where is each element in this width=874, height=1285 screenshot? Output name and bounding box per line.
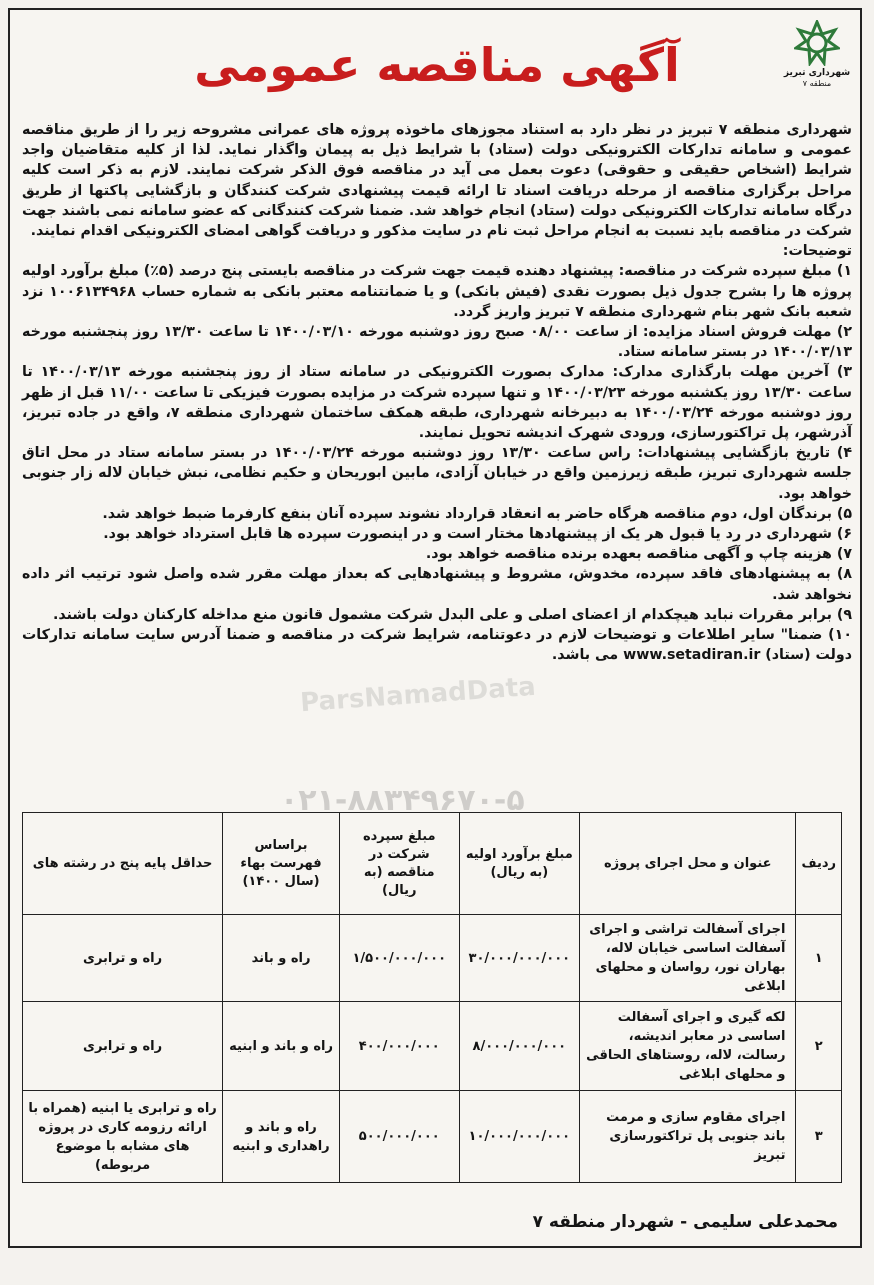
table-row	[23, 1002, 842, 1091]
row-basis: راه و باند	[223, 915, 340, 1002]
row-estimate: ۸/۰۰۰/۰۰۰/۰۰۰	[459, 1002, 579, 1091]
row-grade: راه و ترابری	[23, 1002, 223, 1091]
signature: محمدعلی سلیمی - شهردار منطقه ۷	[532, 1212, 838, 1232]
note-item: ۱) مبلغ سپرده شرکت در مناقصه: پیشنهاد دهنده قیمت جهت شرکت در مناقصه بایستی پنج درصد (۵٪) مبلغ برآورد اولیه پروژه ها را بشرح جدول ذیل بصورت نقدی (فیش بانکی) و یا ضمانتنامه معتبر بانکی به شماره حساب ۱۰۰۶۱۳۴۹۶۸ نزد شعبه بانک شهر بنام شهرداری منطقه ۷ تبریز واریز گردد.	[22, 263, 853, 320]
phone-watermark: ۰۲۱-۸۸۳۴۹۶۷۰-۵	[280, 783, 525, 818]
header-deposit: مبلغ سپرده شرکت در مناقصه (به ریال)	[339, 813, 459, 915]
tabriz-municipality-logo-icon	[794, 20, 840, 66]
page-title: آگهی مناقصه عمومی	[194, 38, 680, 92]
logo-city: شهرداری تبریز	[783, 68, 851, 78]
table-row	[23, 1091, 842, 1183]
row-deposit: ۱/۵۰۰/۰۰۰/۰۰۰	[339, 915, 459, 1002]
projects-table	[22, 812, 842, 1183]
notice-body	[22, 120, 852, 665]
logo-district: منطقه ۷	[802, 79, 832, 88]
intro-paragraph: شهرداری منطقه ۷ تبریز در نظر دارد به استناد مجوزهای ماخوذه پروژه های عمرانی مشروحه زیر را از طریق مناقصه عمومی و سامانه تدارکات الکترونیکی دولت (ستاد) با شرایط ذیل به پیمان واگذار نماید. لذا از کلیه متقاضیان واجد شرایط (اشخاص حقیقی و حقوقی) دعوت بعمل می آید در مناقصه فوق الذکر شرکت نمایند. لازم به ذکر است کلیه مراحل برگزاری مناقصه از مرحله دریافت اسناد تا ارائه قیمت پیشنهادی شرکت کنندگان و بازگشایی پاکتها از طریق درگاه سامانه تدارکات الکترونیکی دولت (ستاد) انجام خواهد شد. ضمنا شرکت کنندگانی که عضو سامانه نمی باشند جهت شرکت در مناقصه باید نسبت به انجام مراحل ثبت نام در سایت مذکور و دریافت گواهی امضای الکترونیکی اقدام نمایند.	[22, 122, 852, 240]
table-row	[23, 915, 842, 1002]
watermark: ParsNamadData	[299, 671, 537, 719]
note-10-text: ۱۰) ضمنا" سایر اطلاعات و توضیحات لازم در دعوتنامه، شرایط شرکت در مناقصه و ضمنا آدرس سایت سامانه تدارکات دولت (ستاد)	[22, 627, 852, 664]
header-basis: براساس فهرست بهاء (سال ۱۴۰۰)	[223, 813, 340, 915]
note-item: ۴) تاریخ بازگشایی پیشنهادات: راس ساعت ۱۳/۳۰ روز دوشنبه مورخه ۱۴۰۰/۰۳/۲۴ در بستر سامانه ستاد در محل اتاق جلسه شهرداری تبریز، طبقه زیرزمین واقع در خیابان آزادی، مابین ابوریحان و حکیم نظامی، نبش خیابان لاله زار جنوبی خواهد بود.	[22, 445, 852, 502]
note-item: ۵) برندگان اول، دوم مناقصه هرگاه حاضر به انعقاد قرارداد نشوند سپرده آنان بنفع کارفرما ضبط خواهد شد.	[102, 505, 852, 522]
note-item-last	[22, 625, 852, 665]
notes-heading: توضیحات:	[782, 243, 852, 260]
row-basis: راه و باند و راهداری و ابنیه	[223, 1091, 340, 1183]
row-deposit: ۴۰۰/۰۰۰/۰۰۰	[339, 1002, 459, 1091]
row-grade: راه و ترابری یا ابنیه (همراه با ارائه رزومه کاری در پروژه های مشابه با موضوع مربوطه)	[23, 1091, 223, 1183]
row-number: ۳	[796, 1091, 842, 1183]
logo	[782, 20, 852, 110]
note-item: ۹) برابر مقررات نباید هیچکدام از اعضای اصلی و علی البدل شرکت مشمول قانون منع مداخله کارکنان دولت باشند.	[53, 606, 852, 623]
website-link[interactable]: www.setadiran.ir	[623, 647, 761, 664]
row-basis: راه و باند و ابنیه	[223, 1002, 340, 1091]
row-grade: راه و ترابری	[23, 915, 223, 1002]
row-number: ۱	[796, 915, 842, 1002]
table-header-row	[23, 813, 842, 915]
row-title: اجرای مقاوم سازی و مرمت باند جنوبی پل تراکتورسازی تبریز	[580, 1091, 796, 1183]
note-item: ۳) آخرین مهلت بارگذاری مدارک: مدارک بصورت الکترونیکی در سامانه ستاد از روز پنجشنبه مورخه ۱۴۰۰/۰۳/۱۳ تا ساعت ۱۳/۳۰ روز یکشنبه مورخه ۱۴۰۰/۰۳/۲۳ و تنها سپرده شرکت در مزایده بصورت فیزیکی تا ساعت ۱۱/۰۰ قبل از ظهر روز دوشنبه مورخه ۱۴۰۰/۰۳/۲۴ به دبیرخانه شهرداری، طبقه همکف ساختمان شهرداری منطقه ۷، واقع در جاده تبریز، آذرشهر، پل تراکتورسازی، ورودی شهرک اندیشه تحویل نمایند.	[22, 364, 852, 442]
row-title: اجرای آسفالت تراشی و اجرای آسفالت اساسی خیابان لاله، بهاران نور، رواسان و محلهای ابلاغی	[580, 915, 796, 1002]
row-estimate: ۳۰/۰۰۰/۰۰۰/۰۰۰	[459, 915, 579, 1002]
row-number: ۲	[796, 1002, 842, 1091]
note-item: ۲) مهلت فروش اسناد مزایده: از ساعت ۰۸/۰۰ صبح روز دوشنبه مورخه ۱۴۰۰/۰۳/۱۰ تا ساعت ۱۳/۳۰ روز پنجشنبه مورخه ۱۴۰۰/۰۳/۱۳ در بستر سامانه ستاد.	[22, 324, 852, 361]
row-estimate: ۱۰/۰۰۰/۰۰۰/۰۰۰	[459, 1091, 579, 1183]
header-grade: حداقل پایه پنج در رشته های	[23, 813, 223, 915]
note-item: ۸) به پیشنهادهای فاقد سپرده، مخدوش، مشروط و پیشنهادهایی که بعداز مهلت مقرر شده واصل شود ترتیب اثر داده نخواهد شد.	[22, 566, 852, 603]
header-estimate: مبلغ برآورد اولیه (به ریال)	[459, 813, 579, 915]
note-item: ۷) هزینه چاپ و آگهی مناقصه بعهده برنده مناقصه خواهد بود.	[425, 546, 852, 563]
row-title: لکه گیری و اجرای آسفالت اساسی در معابر اندیشه، رسالت، لاله، روستاهای الحاقی و محلهای ابلاغی	[580, 1002, 796, 1091]
note-item: ۶) شهرداری در رد یا قبول هر یک از پیشنهادها مختار است و در اینصورت سپرده ها قابل استرداد خواهد بود.	[103, 526, 852, 543]
website-suffix: می باشد.	[551, 647, 619, 664]
header-row-number: ردیف	[796, 813, 842, 915]
row-deposit: ۵۰۰/۰۰۰/۰۰۰	[339, 1091, 459, 1183]
header-title: عنوان و محل اجرای پروژه	[580, 813, 796, 915]
